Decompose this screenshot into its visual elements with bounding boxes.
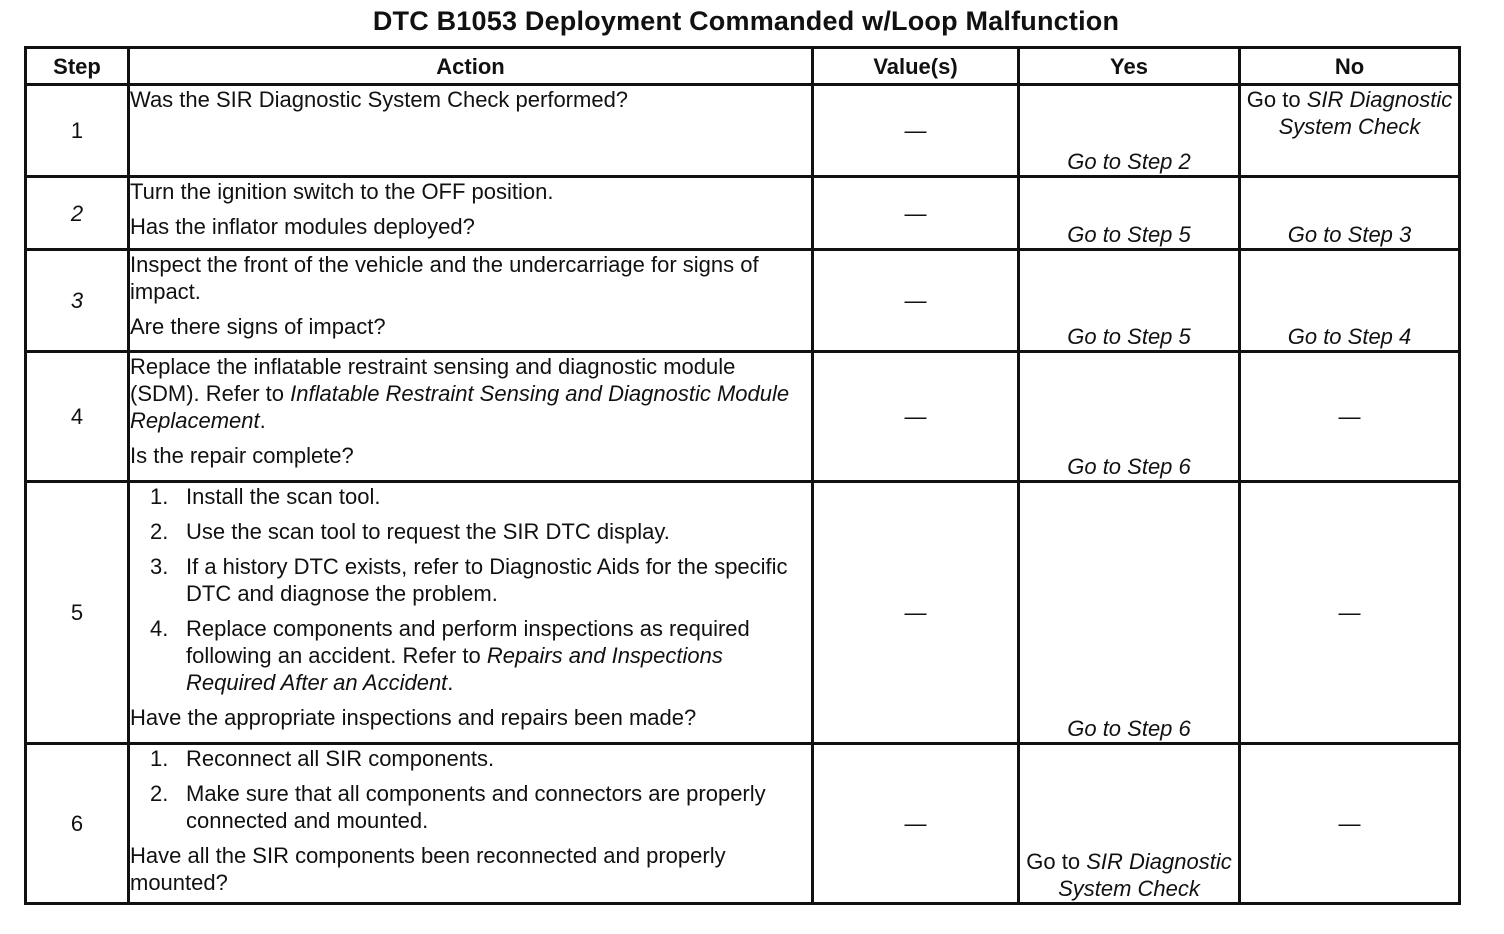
no-cell: Go to Step 3 <box>1240 177 1460 250</box>
action-question: Have the appropriate inspections and repairs been made? <box>130 705 697 730</box>
action-text: Replace the inflatable restraint sensing and diagnostic module (SDM). Refer to <box>130 354 736 406</box>
list-item <box>130 483 811 510</box>
list-text: Use the scan tool to request the SIR DTC display. <box>186 519 670 544</box>
yes-cell: Go to Step 6 <box>1019 352 1240 482</box>
list-text: Replace components and perform inspections as required following an accident. Refer to <box>186 616 750 668</box>
action-question: Are there signs of impact? <box>130 314 386 339</box>
diagnostic-table <box>24 46 1461 905</box>
value-cell: — <box>813 250 1019 352</box>
list-item <box>130 553 811 607</box>
table-row <box>26 250 1460 352</box>
table-row <box>26 85 1460 177</box>
list-number: 2. <box>150 781 169 806</box>
header-values: Value(s) <box>813 48 1019 85</box>
yes-prefix: Go to <box>1026 849 1087 874</box>
step-number: 1 <box>26 85 129 177</box>
yes-reference: SIR Diagnostic System Check <box>1058 849 1232 901</box>
list-number: 1. <box>150 746 169 771</box>
value-cell: — <box>813 177 1019 250</box>
list-text: If a history DTC exists, refer to Diagnostic Aids for the specific DTC and diagnose the problem. <box>186 554 788 606</box>
table-row <box>26 352 1460 482</box>
table-row <box>26 482 1460 744</box>
list-number: 2. <box>150 519 169 544</box>
action-question: Have all the SIR components been reconnected and properly mounted? <box>130 843 726 895</box>
no-cell: — <box>1240 482 1460 744</box>
action-cell <box>129 85 813 177</box>
action-reference: Inflatable Restraint Sensing and Diagnostic Module Replacement <box>130 381 790 433</box>
list-reference: Repairs and Inspections Required After an Accident <box>186 643 723 695</box>
list-item <box>130 615 811 696</box>
header-row <box>26 48 1460 85</box>
header-no: No <box>1240 48 1460 85</box>
yes-cell: Go to Step 5 <box>1019 177 1240 250</box>
list-number: 3. <box>150 554 169 579</box>
list-text: Reconnect all SIR components. <box>186 746 495 771</box>
no-cell: — <box>1240 744 1460 904</box>
list-number: 4. <box>150 616 169 641</box>
list-item <box>130 745 811 772</box>
list-text: Install the scan tool. <box>186 484 381 509</box>
value-cell: — <box>813 744 1019 904</box>
no-cell: — <box>1240 352 1460 482</box>
action-cell <box>129 744 813 904</box>
step-number: 4 <box>26 352 129 482</box>
step-number: 5 <box>26 482 129 744</box>
step-number: 2 <box>26 177 129 250</box>
no-reference: SIR Diagnostic System Check <box>1278 87 1453 139</box>
action-text-end: . <box>259 408 266 433</box>
yes-cell: Go to Step 5 <box>1019 250 1240 352</box>
no-cell: Go to Step 4 <box>1240 250 1460 352</box>
yes-cell: Go to Step 6 <box>1019 482 1240 744</box>
list-item <box>130 518 811 545</box>
value-cell: — <box>813 352 1019 482</box>
action-question: Has the inflator modules deployed? <box>130 214 475 239</box>
action-cell <box>129 250 813 352</box>
header-step: Step <box>26 48 129 85</box>
table-row <box>26 177 1460 250</box>
list-number: 1. <box>150 484 169 509</box>
no-cell <box>1240 85 1460 177</box>
value-cell: — <box>813 85 1019 177</box>
table-row <box>26 744 1460 904</box>
no-prefix: Go to <box>1246 87 1307 112</box>
action-instruction: Turn the ignition switch to the OFF position. <box>130 179 554 204</box>
action-instruction: Inspect the front of the vehicle and the undercarriage for signs of impact. <box>130 252 759 304</box>
action-list <box>130 483 811 696</box>
action-cell <box>129 352 813 482</box>
list-item <box>130 780 811 834</box>
yes-cell: Go to Step 2 <box>1019 85 1240 177</box>
page-title: DTC B1053 Deployment Commanded w/Loop Malfunction <box>372 6 1120 36</box>
header-action: Action <box>129 48 813 85</box>
header-yes: Yes <box>1019 48 1240 85</box>
value-cell: — <box>813 482 1019 744</box>
step-number: 3 <box>26 250 129 352</box>
action-instruction <box>130 353 811 434</box>
action-question: Is the repair complete? <box>130 443 354 468</box>
step-number: 6 <box>26 744 129 904</box>
list-text-end: . <box>447 670 454 695</box>
action-question: Was the SIR Diagnostic System Check performed? <box>130 87 629 112</box>
yes-cell <box>1019 744 1240 904</box>
action-cell <box>129 177 813 250</box>
list-text: Make sure that all components and connectors are properly connected and mounted. <box>186 781 766 833</box>
action-cell <box>129 482 813 744</box>
action-list <box>130 745 811 834</box>
